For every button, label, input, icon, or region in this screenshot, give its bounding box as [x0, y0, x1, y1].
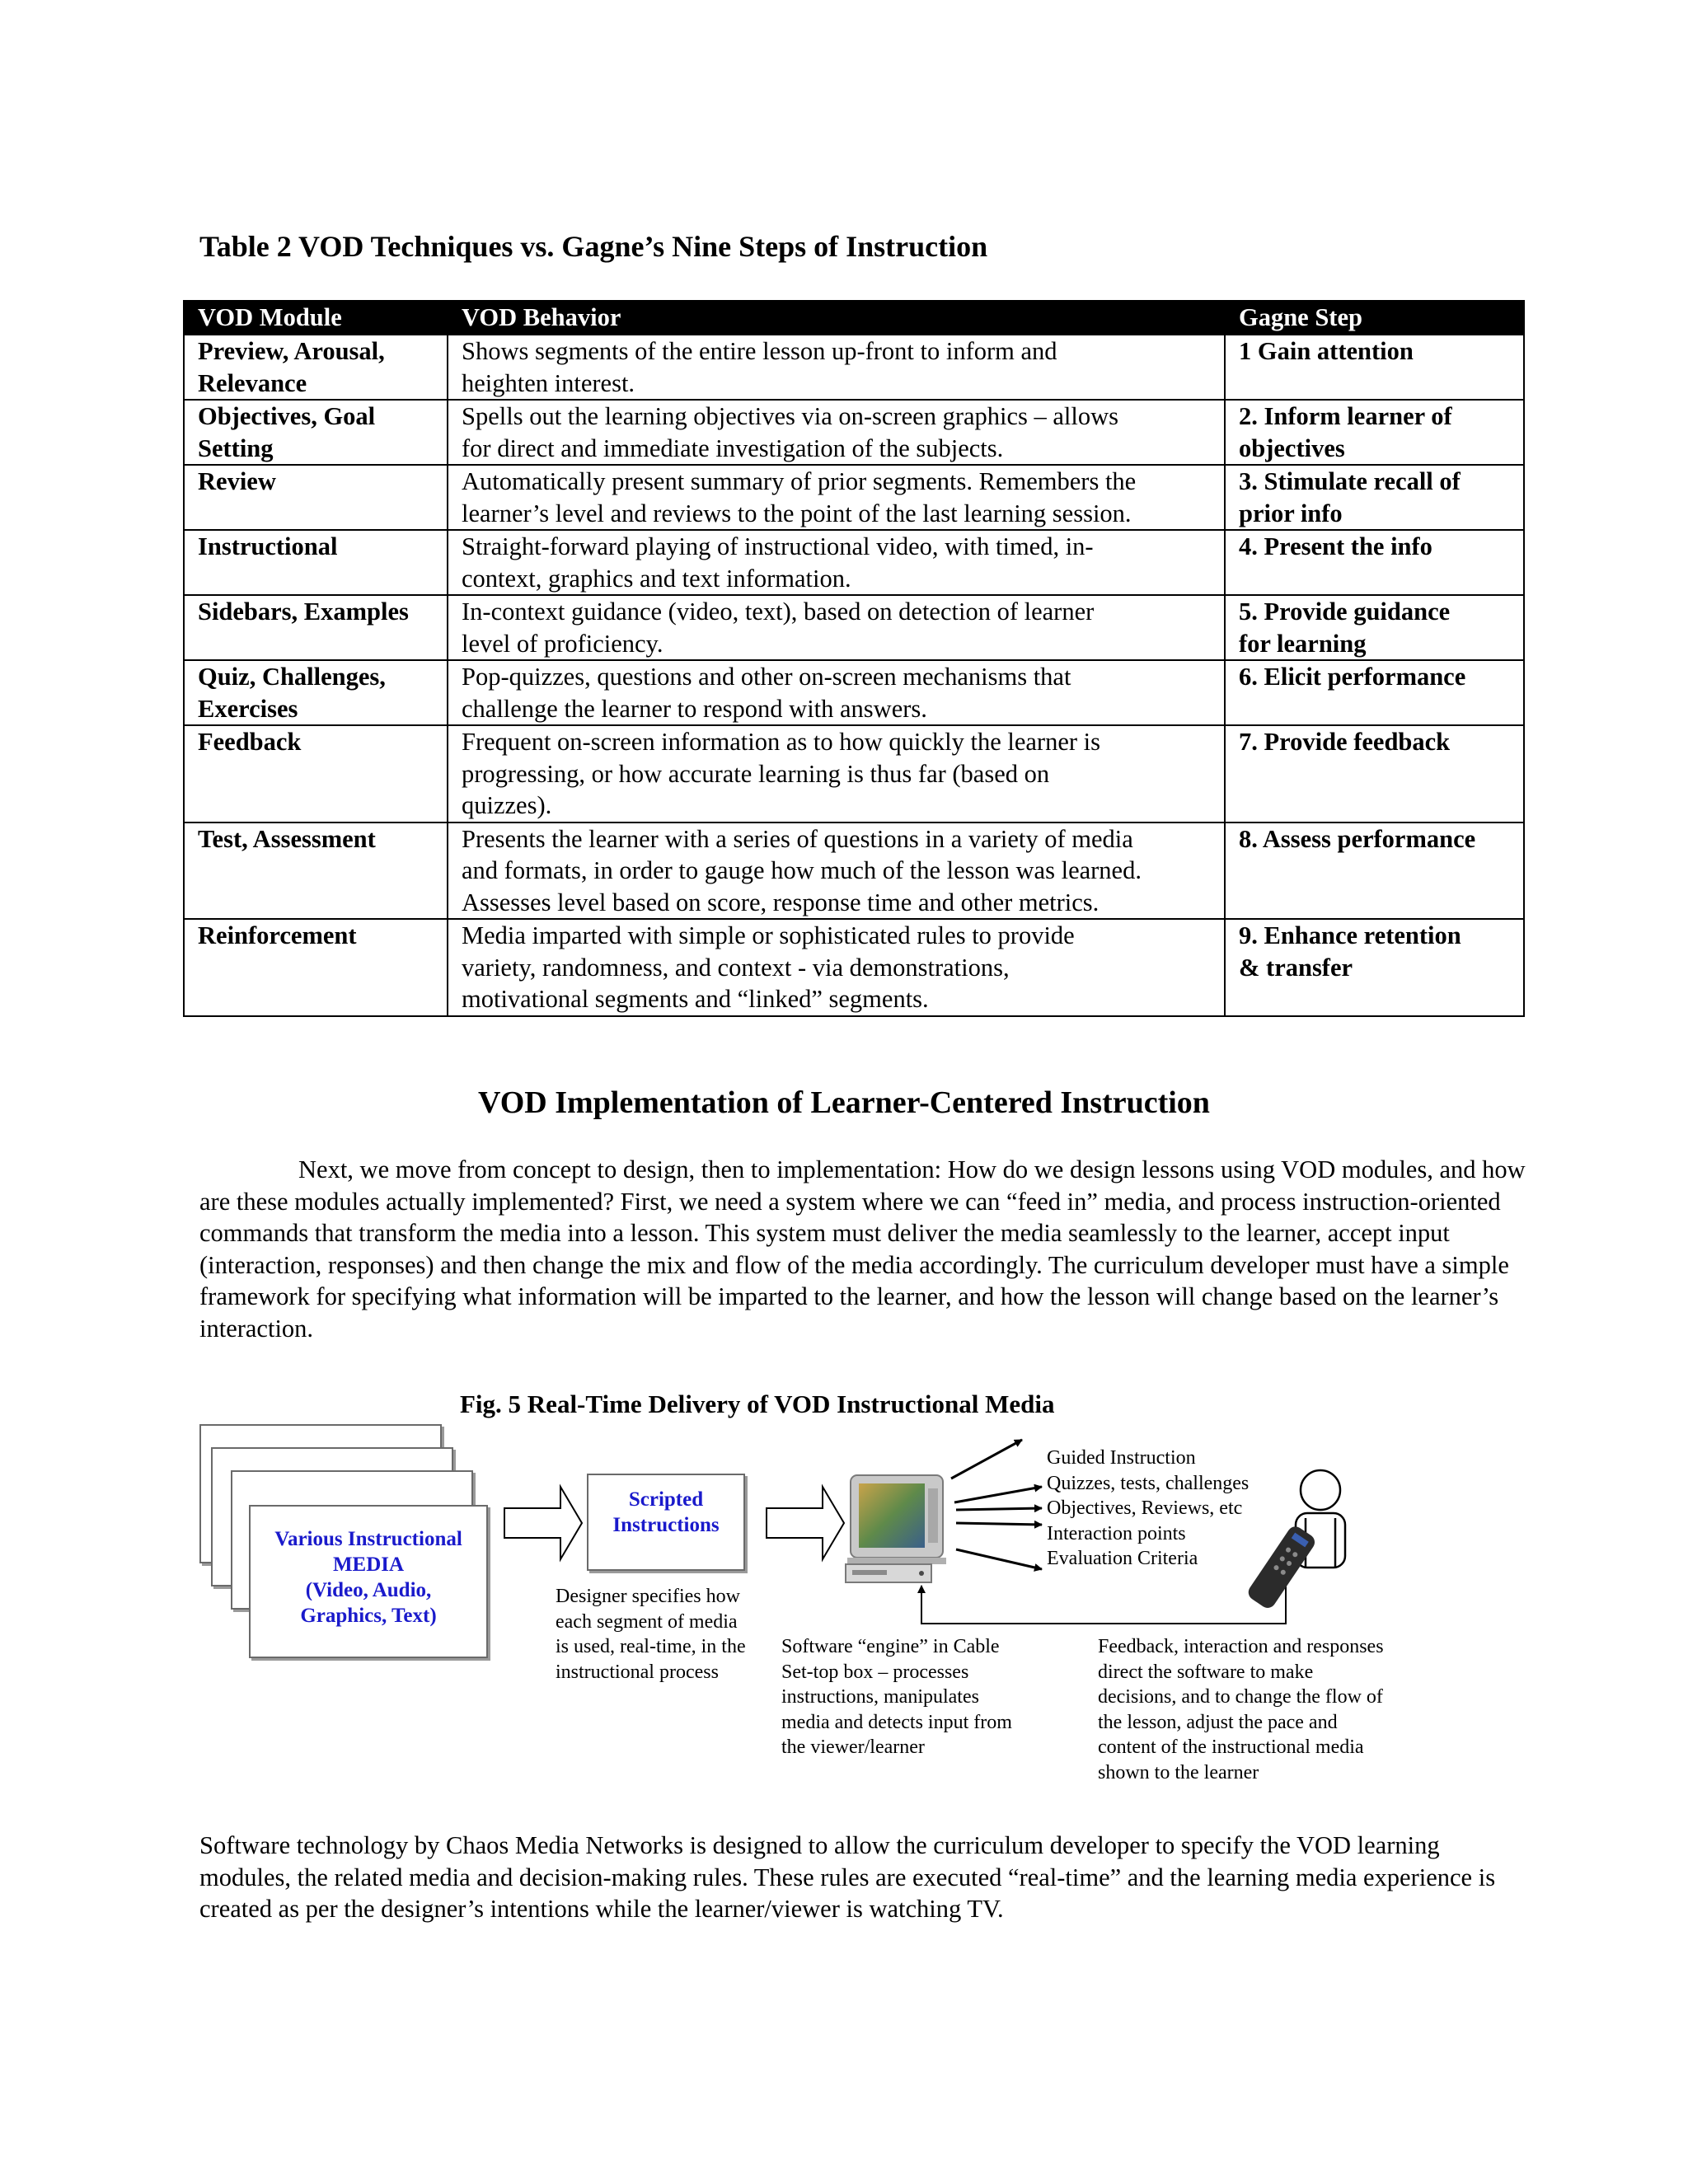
caption-line: the lesson, adjust the pace and	[1098, 1711, 1338, 1733]
media-line: Graphics, Text)	[300, 1605, 437, 1627]
cell-line: challenge the learner to respond with answers.	[462, 694, 927, 723]
caption-line: direct the software to make	[1098, 1661, 1314, 1683]
caption-line: instructions, manipulates	[781, 1686, 979, 1708]
section-heading: VOD Implementation of Learner-Centered Instruction	[478, 1085, 1210, 1120]
cell-line: for direct and immediate investigation of the subjects.	[462, 434, 1004, 462]
tv-icon	[847, 1475, 946, 1564]
media-line: Various Instructional	[274, 1528, 462, 1550]
set-top-box-icon	[846, 1564, 931, 1582]
cell-line: progressing, or how accurate learning is thus far (based on	[462, 759, 1050, 788]
scripted-line: Scripted	[628, 1488, 704, 1511]
cell-line: 9. Enhance retention	[1239, 921, 1461, 949]
cell-line: level of proficiency.	[462, 629, 663, 658]
cell-line: learner’s level and reviews to the point of the last learning session.	[462, 499, 1132, 527]
output-item: Quizzes, tests, challenges	[1047, 1472, 1250, 1494]
caption-line: is used, real-time, in the	[556, 1636, 746, 1657]
cell-line: 7. Provide feedback	[1239, 728, 1451, 756]
cell-line: 4. Present the info	[1239, 532, 1432, 560]
cell-line: Reinforcement	[198, 921, 357, 949]
cell-line: Automatically present summary of prior segments. Remembers the	[462, 467, 1137, 495]
media-line: MEDIA	[332, 1554, 405, 1576]
arrow-objectives	[956, 1508, 1042, 1510]
output-item: Objectives, Reviews, etc	[1047, 1497, 1243, 1519]
cell-line: prior info	[1239, 499, 1343, 527]
feedback-arrow	[921, 1582, 1286, 1624]
cell-line: Objectives, Goal	[198, 402, 376, 430]
caption-line: decisions, and to change the flow of	[1098, 1686, 1383, 1708]
output-list	[1047, 1446, 1249, 1572]
arrow-guided	[951, 1440, 1022, 1479]
table-title: Table 2 VOD Techniques vs. Gagne’s Nine Steps of Instruction	[199, 230, 988, 263]
cell-line: Feedback	[198, 728, 302, 756]
cell-line: Quiz, Challenges,	[198, 663, 386, 691]
cell-line: 2. Inform learner of	[1239, 402, 1452, 430]
caption-line: shown to the learner	[1098, 1761, 1259, 1783]
figure-title: Fig. 5 Real-Time Delivery of VOD Instructional Media	[460, 1390, 1055, 1418]
cell-line: Assesses level based on score, response time and other metrics.	[462, 888, 1100, 916]
cell-line: Frequent on-screen information as to how quickly the learner is	[462, 728, 1100, 756]
arrow-quizzes	[954, 1487, 1042, 1502]
scripted-line: Instructions	[612, 1514, 720, 1536]
cell-line: motivational segments and “linked” segments.	[462, 985, 929, 1013]
feedback-caption	[1098, 1634, 1384, 1785]
header-gagne-step: Gagne Step	[1225, 301, 1524, 335]
cell-line: Setting	[198, 434, 274, 462]
cell-line: Shows segments of the entire lesson up-front to inform and	[462, 337, 1057, 365]
cell-line: and formats, in order to gauge how much of the lesson was learned.	[462, 856, 1142, 884]
cell-line: 8. Assess performance	[1239, 824, 1476, 853]
cell-line: Media imparted with simple or sophisticated rules to provide	[462, 921, 1075, 949]
cell-line: Review	[198, 467, 276, 495]
cell-line: 6. Elicit performance	[1239, 663, 1466, 691]
caption-line: Feedback, interaction and responses	[1098, 1636, 1384, 1657]
caption-line: Designer specifies how	[556, 1586, 740, 1607]
engine-caption	[781, 1634, 1012, 1760]
caption-line: each segment of media	[556, 1610, 738, 1633]
cell-line: Straight-forward playing of instructional video, with timed, in-	[462, 532, 1094, 560]
cell-line: objectives	[1239, 434, 1345, 462]
cell-line: heighten interest.	[462, 368, 635, 397]
header-vod-behavior: VOD Behavior	[448, 301, 1225, 335]
cell-line: 3. Stimulate recall of	[1239, 467, 1461, 495]
media-line: (Video, Audio,	[305, 1579, 432, 1601]
output-item: Interaction points	[1047, 1522, 1186, 1544]
caption-line: media and detects input from	[781, 1711, 1012, 1733]
cell-line: variety, randomness, and context - via demonstrations,	[462, 953, 1010, 982]
body-paragraph-2: Software technology by Chaos Media Networks is designed to allow the curriculum developer to specify the VOD learning modules, the related media and decision-making rules. These rules are executed “real-time” and the learning media experience is created as per the designer’s intentions while the learner/viewer is watching TV.	[199, 1831, 1496, 1924]
cell-line: Sidebars, Examples	[198, 598, 409, 626]
cell-line: Preview, Arousal,	[198, 337, 385, 365]
cell-line: Test, Assessment	[198, 824, 376, 853]
cell-line: 5. Provide guidance	[1239, 598, 1451, 626]
output-item: Evaluation Criteria	[1047, 1548, 1198, 1569]
cell-line: Pop-quizzes, questions and other on-screen mechanisms that	[462, 663, 1071, 691]
arrow-interaction	[956, 1523, 1042, 1525]
cell-line: for learning	[1239, 629, 1367, 658]
caption-line: content of the instructional media	[1098, 1736, 1364, 1758]
cell-line: In-context guidance (video, text), based on detection of learner	[462, 598, 1095, 626]
cell-line: Exercises	[198, 694, 298, 723]
cell-line: Relevance	[198, 368, 307, 397]
cell-line: Spells out the learning objectives via on-screen graphics – allows	[462, 402, 1119, 430]
block-arrow-2	[767, 1487, 844, 1559]
cell-line: 1 Gain attention	[1239, 337, 1414, 365]
arrow-evaluation	[956, 1549, 1042, 1569]
cell-line: & transfer	[1239, 953, 1353, 982]
designer-caption	[556, 1584, 746, 1685]
caption-line: Software “engine” in Cable	[781, 1636, 1000, 1657]
block-arrow-1	[504, 1487, 582, 1559]
body-paragraph-1: Next, we move from concept to design, then to implementation: How do we design lessons using VOD modules, and how are these modules actually implemented? First, we need a system where we can “feed in” media, and process instruction-oriented commands that transform the media into a lesson. This system must deliver the media seamlessly to the learner, accept input (interaction, responses) and then change the mix and flow of the media accordingly. The curriculum developer must have a simple framework for specifying what information will be imparted to the learner, and how the lesson will change based on the learner’s interaction.	[199, 1155, 1526, 1343]
cell-line: Presents the learner with a series of questions in a variety of media	[462, 824, 1133, 853]
cell-line: Instructional	[198, 532, 338, 560]
cell-line: quizzes).	[462, 791, 552, 819]
caption-line: Set-top box – processes	[781, 1661, 969, 1683]
cell-line: context, graphics and text information.	[462, 564, 851, 593]
output-item: Guided Instruction	[1047, 1447, 1196, 1469]
header-vod-module: VOD Module	[184, 301, 448, 335]
caption-line: the viewer/learner	[781, 1736, 925, 1758]
caption-line: instructional process	[556, 1661, 719, 1683]
